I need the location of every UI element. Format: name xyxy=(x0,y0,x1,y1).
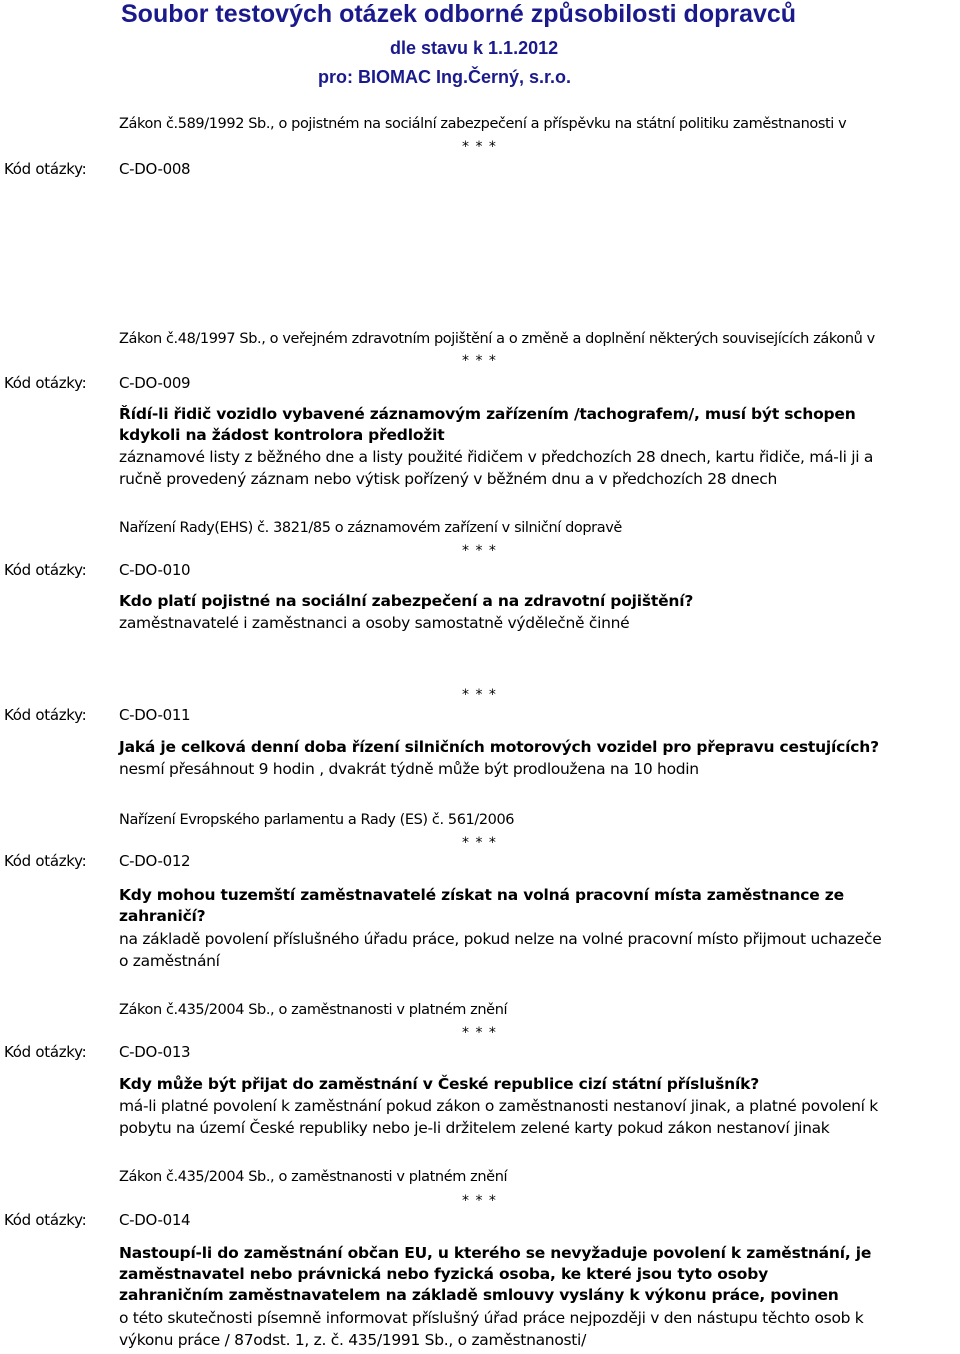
question-code-label: Kód otázky: xyxy=(4,374,87,392)
question-text xyxy=(119,885,957,927)
question-line: zaměstnavatel nebo právnická nebo fyzická osoba, ke které jsou tyto osoby xyxy=(119,1265,769,1283)
document-date: dle stavu k 1.1.2012 xyxy=(390,38,559,58)
question-code: C-DO-013 xyxy=(119,1043,191,1061)
answer-line: o zaměstnání xyxy=(119,951,220,970)
question-code-label: Kód otázky: xyxy=(4,852,87,870)
question-code: C-DO-011 xyxy=(119,706,191,724)
question-text xyxy=(119,737,957,758)
separator-stars: * * * xyxy=(462,687,497,703)
question-code-label: Kód otázky: xyxy=(4,1043,87,1061)
question-line: Jaká je celková denní doba řízení silničních motorových vozidel pro přepravu cestujících? xyxy=(119,738,879,756)
question-text xyxy=(119,1243,957,1306)
question-code-label: Kód otázky: xyxy=(4,706,87,724)
answer-text xyxy=(119,929,957,972)
question-code-label: Kód otázky: xyxy=(4,561,87,579)
law-reference: Zákon č.435/2004 Sb., o zaměstnanosti v platném znění xyxy=(119,1002,508,1018)
separator-stars: * * * xyxy=(462,835,497,851)
separator-stars: * * * xyxy=(462,1025,497,1041)
question-code: C-DO-012 xyxy=(119,852,191,870)
question-text xyxy=(119,1074,957,1095)
answer-text xyxy=(119,759,957,781)
question-line: kdykoli na žádost kontrolora předložit xyxy=(119,426,445,444)
answer-line: o této skutečnosti písemně informovat příslušný úřad práce nejpozději v den nástupu těchto osob k xyxy=(119,1309,864,1327)
question-line: zahraničí? xyxy=(119,907,206,925)
answer-text xyxy=(119,613,957,635)
document-for: pro: BIOMAC Ing.Černý, s.r.o. xyxy=(318,67,572,87)
separator-stars: * * * xyxy=(462,353,497,369)
document-title: Soubor testových otázek odborné způsobilosti dopravců xyxy=(121,0,797,28)
answer-line: na základě povolení příslušného úřadu práce, pokud nelze na volné pracovní místo přijmout uchazeče xyxy=(119,930,882,948)
question-code: C-DO-010 xyxy=(119,561,191,579)
answer-text xyxy=(119,1096,957,1139)
answer-line: ručně provedený záznam nebo výtisk pořízený v běžném dnu a v předchozích 28 dnech xyxy=(119,469,778,488)
separator-stars: * * * xyxy=(462,139,497,155)
question-line: Nastoupí-li do zaměstnání občan EU, u kterého se nevyžaduje povolení k zaměstnání, je xyxy=(119,1244,872,1262)
answer-line: zaměstnavatelé i zaměstnanci a osoby samostatně výdělečně činné xyxy=(119,614,630,632)
answer-line: výkonu práce / 87odst. 1, z. č. 435/1991 Sb., o zaměstnanosti/ xyxy=(119,1330,586,1349)
answer-line: záznamové listy z běžného dne a listy použité řidičem v předchozích 28 dnech, kartu řidiče, má-li ji a xyxy=(119,448,874,466)
question-line: Kdo platí pojistné na sociální zabezpečení a na zdravotní pojištění? xyxy=(119,592,694,610)
separator-stars: * * * xyxy=(462,543,497,559)
law-reference: Zákon č.589/1992 Sb., o pojistném na sociální zabezpečení a příspěvku na státní politiku zaměstnanosti v xyxy=(119,116,847,132)
answer-text xyxy=(119,1308,957,1351)
question-text xyxy=(119,404,957,446)
law-reference: Nařízení Rady(EHS) č. 3821/85 o záznamovém zařízení v silniční dopravě xyxy=(119,520,622,536)
answer-line: má-li platné povolení k zaměstnání pokud zákon o zaměstnanosti nestanoví jinak, a platné povolení k xyxy=(119,1097,878,1115)
question-code: C-DO-014 xyxy=(119,1211,191,1229)
question-code: C-DO-009 xyxy=(119,374,191,392)
answer-text xyxy=(119,447,957,490)
question-line: Řídí-li řidič vozidlo vybavené záznamovým zařízením /tachografem/, musí být schopen xyxy=(119,405,856,423)
question-line: zahraničním zaměstnavatelem na základě smlouvy vyslány k výkonu práce, povinen xyxy=(119,1286,839,1304)
question-code: C-DO-008 xyxy=(119,160,191,178)
separator-stars: * * * xyxy=(462,1193,497,1209)
answer-line: pobytu na území České republiky nebo je-li držitelem zelené karty pokud zákon nestanoví jinak xyxy=(119,1118,830,1137)
law-reference: Zákon č.435/2004 Sb., o zaměstnanosti v platném znění xyxy=(119,1169,508,1185)
law-reference: Zákon č.48/1997 Sb., o veřejném zdravotním pojištění a o změně a doplnění některých souvisejících zákonů v xyxy=(119,331,875,347)
law-reference: Nařízení Evropského parlamentu a Rady (ES) č. 561/2006 xyxy=(119,812,515,828)
question-line: Kdy může být přijat do zaměstnání v České republice cizí státní příslušník? xyxy=(119,1075,760,1093)
answer-line: nesmí přesáhnout 9 hodin , dvakrát týdně může být prodloužena na 10 hodin xyxy=(119,760,699,778)
question-code-label: Kód otázky: xyxy=(4,1211,87,1229)
question-code-label: Kód otázky: xyxy=(4,160,87,178)
question-line: Kdy mohou tuzemští zaměstnavatelé získat na volná pracovní místa zaměstnance ze xyxy=(119,886,844,904)
question-text xyxy=(119,591,957,612)
